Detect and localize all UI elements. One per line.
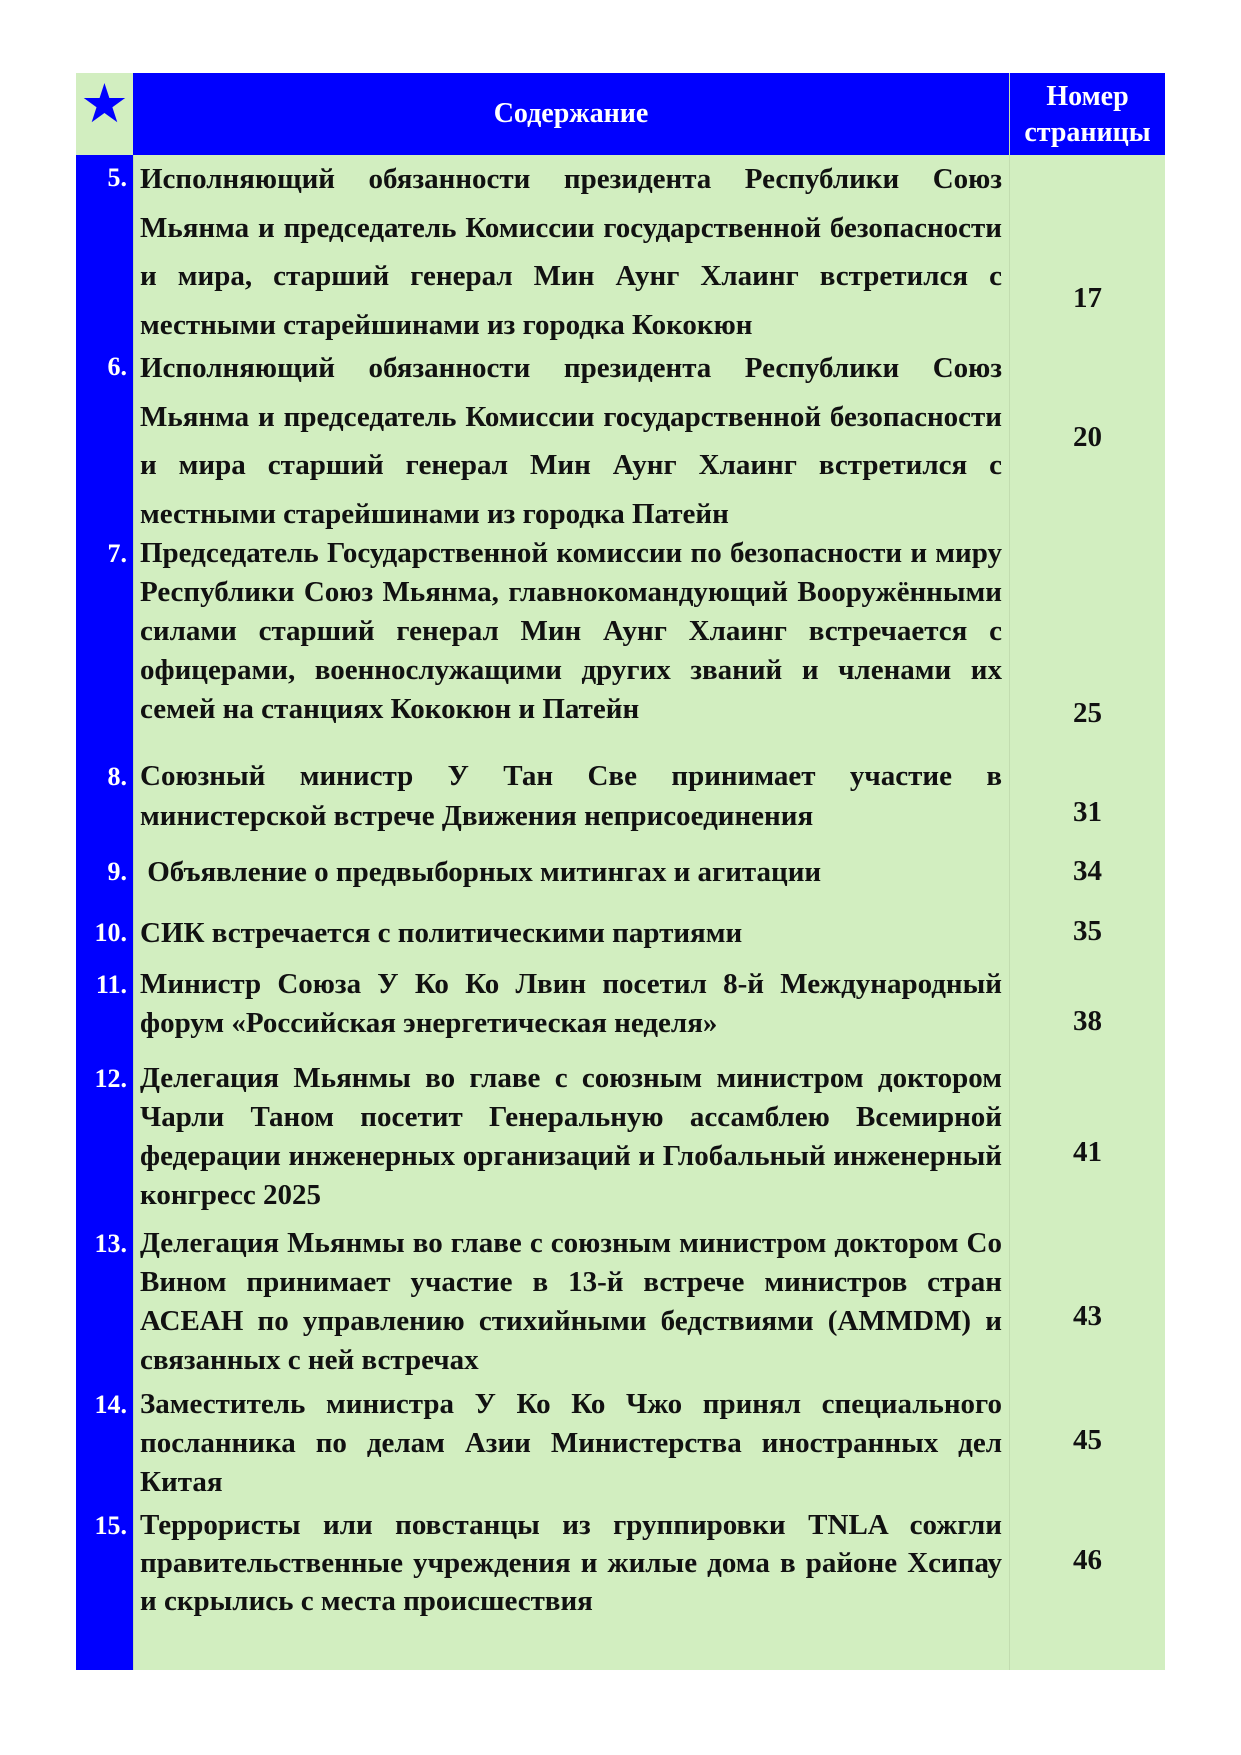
entry-number: 14. — [76, 1383, 133, 1504]
entry-number: 11. — [76, 963, 133, 1057]
entry-page-number: 25 — [1009, 534, 1165, 754]
toc-entry[interactable] — [76, 963, 1165, 1057]
entry-title: Председатель Государственной комиссии по безопасности и миру Республики Союз Мьянма, главнокомандующий Вооружёнными силами старший генерал Мин Аунг Хлаинг встречается с офицерами, военнослужащими других званий и членами их семей на станциях Кококюн и Патейн — [133, 534, 1009, 754]
entry-number: 6. — [76, 344, 133, 534]
toc-entry[interactable] — [76, 910, 1165, 963]
entry-title: Заместитель министра У Ко Ко Чжо принял специального посланника по делам Азии Министерства иностранных дел Китая — [133, 1383, 1009, 1504]
toc-entry[interactable] — [76, 850, 1165, 910]
entry-title: Террористы или повстанцы из группировки TNLA сожгли правительственные учреждения и жилые дома в районе Хсипау и скрылись с места происшествия — [133, 1504, 1009, 1670]
toc-entry[interactable] — [76, 534, 1165, 754]
toc-title: Содержание — [133, 73, 1009, 155]
entry-page-number: 31 — [1009, 754, 1165, 850]
entry-page-number: 46 — [1009, 1504, 1165, 1670]
entry-number: 15. — [76, 1504, 133, 1670]
toc-entry[interactable] — [76, 344, 1165, 534]
entry-page-number: 35 — [1009, 910, 1165, 963]
entry-number: 9. — [76, 850, 133, 910]
toc-entry[interactable] — [76, 1383, 1165, 1504]
toc-header-row — [76, 73, 1165, 155]
entry-page-number: 38 — [1009, 963, 1165, 1057]
toc-entry[interactable] — [76, 155, 1165, 344]
page-number-column-header: Номер страницы — [1009, 73, 1165, 155]
entry-title: Министр Союза У Ко Ко Лвин посетил 8-й Международный форум «Российская энергетическая неделя» — [133, 963, 1009, 1057]
toc-entry[interactable] — [76, 1504, 1165, 1670]
star-icon: ★ — [76, 73, 133, 155]
entry-number: 8. — [76, 754, 133, 850]
entry-title: Объявление о предвыборных митингах и агитации — [133, 850, 1009, 910]
entry-title: Исполняющий обязанности президента Республики Союз Мьянма и председатель Комиссии государственной безопасности и мира старший генерал Мин Аунг Хлаинг встретился с местными старейшинами из городка Патейн — [133, 344, 1009, 534]
entry-number: 7. — [76, 534, 133, 754]
entry-title: Союзный министр У Тан Све принимает участие в министерской встрече Движения неприсоединения — [133, 754, 1009, 850]
entry-page-number: 17 — [1009, 155, 1165, 344]
entry-title: Исполняющий обязанности президента Республики Союз Мьянма и председатель Комиссии государственной безопасности и мира, старший генерал Мин Аунг Хлаинг встретился с местными старейшинами из городка Кококюн — [133, 155, 1009, 344]
entry-title: Делегация Мьянмы во главе с союзным министром доктором Со Вином принимает участие в 13-й встрече министров стран АСЕАН по управлению стихийными бедствиями (AMMDM) и связанных с ней встречах — [133, 1222, 1009, 1383]
toc-entry[interactable] — [76, 754, 1165, 850]
entry-number: 10. — [76, 910, 133, 963]
entry-page-number: 45 — [1009, 1383, 1165, 1504]
toc-entry[interactable] — [76, 1057, 1165, 1222]
toc-entry[interactable] — [76, 1222, 1165, 1383]
entry-number: 13. — [76, 1222, 133, 1383]
entry-title: СИК встречается с политическими партиями — [133, 910, 1009, 963]
entry-number: 5. — [76, 155, 133, 344]
entry-number: 12. — [76, 1057, 133, 1222]
entry-page-number: 20 — [1009, 344, 1165, 534]
entry-page-number: 34 — [1009, 850, 1165, 910]
table-of-contents — [76, 73, 1165, 1670]
entry-page-number: 43 — [1009, 1222, 1165, 1383]
entry-title: Делегация Мьянмы во главе с союзным министром доктором Чарли Таном посетит Генеральную ассамблею Всемирной федерации инженерных организаций и Глобальный инженерный конгресс 2025 — [133, 1057, 1009, 1222]
entry-page-number: 41 — [1009, 1057, 1165, 1222]
